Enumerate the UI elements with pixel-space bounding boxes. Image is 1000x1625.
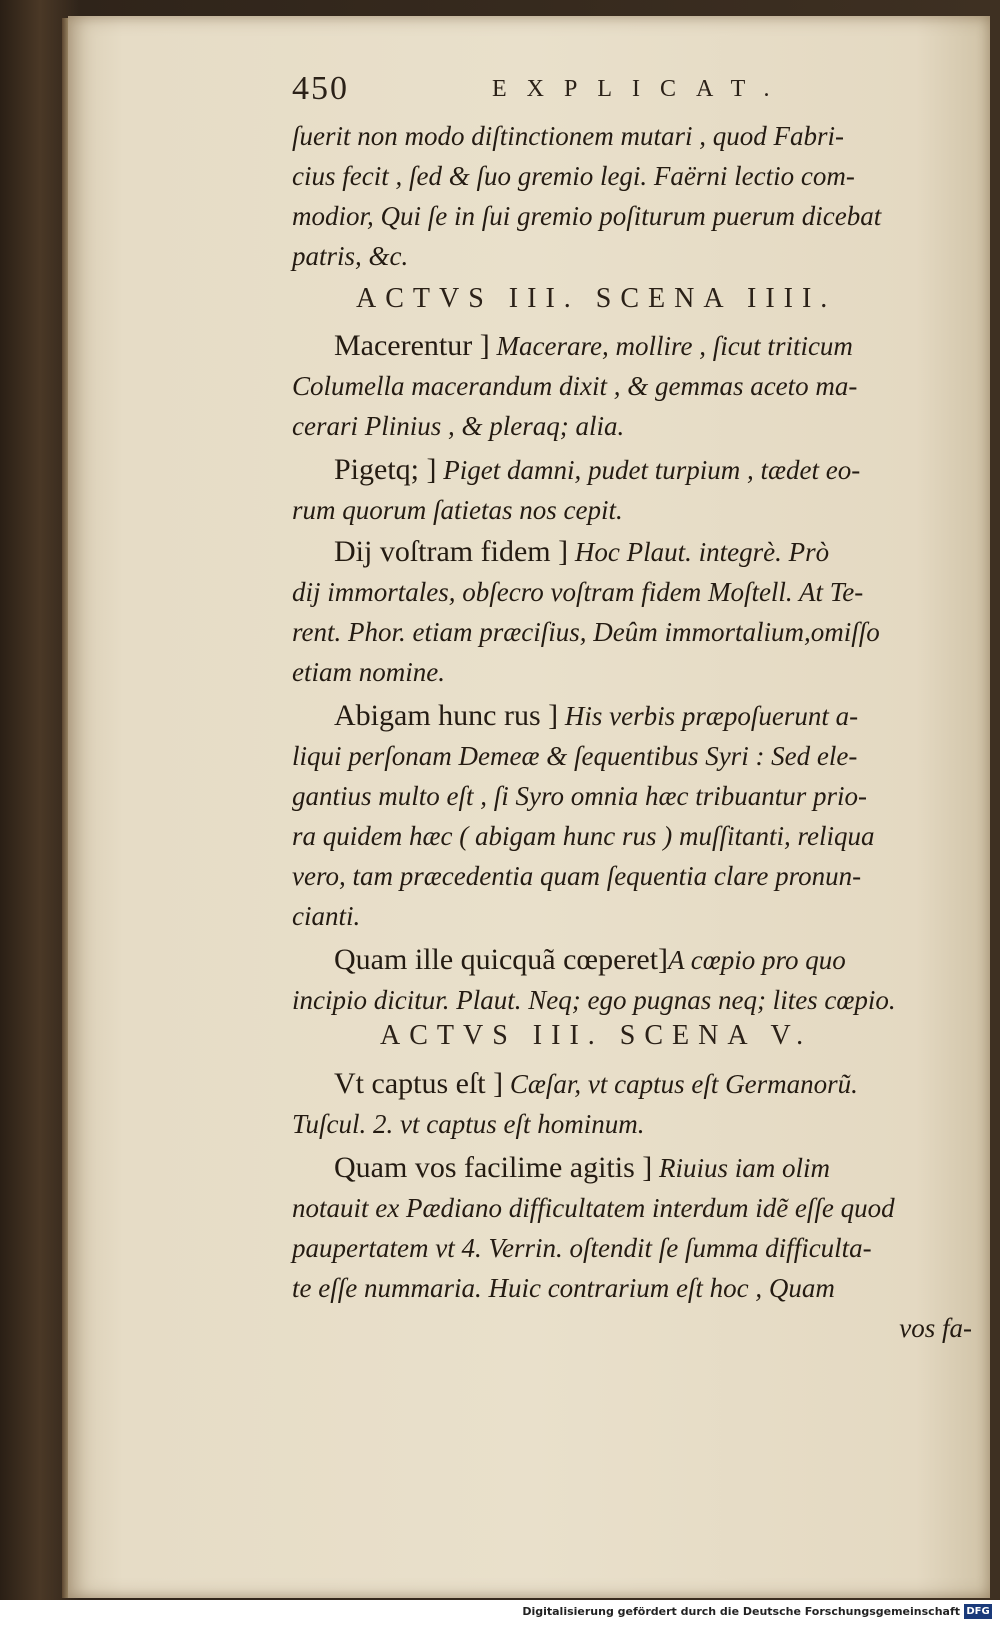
lemma: Macerentur ] [334, 329, 490, 362]
text-line: notauit ex Pædiano difficultatem interdum idẽ eſſe quod [292, 1193, 895, 1223]
gloss: Cæſar, vt captus eſt Germanorũ. [503, 1069, 858, 1099]
lemma: Vt captus eſt ] [334, 1067, 504, 1100]
text-line: gantius multo eſt , ſi Syro omnia hæc tribuantur prio- [292, 781, 868, 811]
text-line: vero, tam præcedentia quam ſequentia clare pronun- [292, 861, 862, 891]
page-number: 450 [292, 70, 349, 107]
gloss: Macerare, mollire , ſicut triticum [489, 331, 853, 361]
entry-line [292, 450, 1000, 490]
text-line: incipio dicitur. Plaut. Neq; ego pugnas neq; lites cœpio. [292, 985, 896, 1015]
text-line: cius fecit , ſed & ſuo gremio legi. Faërni lectio com- [292, 161, 855, 191]
lemma: Abigam hunc rus ] [334, 699, 559, 732]
entry-line [292, 532, 1000, 572]
text-line: dij immortales, obſecro voſtram fidem Moſtell. At Te- [292, 577, 864, 607]
text-line: ra quidem hæc ( abigam hunc rus ) muſſitanti, reliqua [292, 821, 875, 851]
text-line: liqui perſonam Demeæ & ſequentibus Syri : Sed ele- [292, 741, 858, 771]
text-line: Tuſcul. 2. vt captus eſt hominum. [292, 1109, 645, 1139]
section-heading: ACTVS III. SCENA IIII. [356, 283, 837, 314]
gloss: Piget damni, pudet turpium , tædet eo- [436, 455, 861, 485]
section-heading: ACTVS III. SCENA V. [380, 1020, 813, 1051]
text-line: Columella macerandum dixit , & gemmas aceto ma- [292, 371, 858, 401]
gloss: Hoc Plaut. integrè. Prò [568, 537, 830, 567]
text-line: paupertatem vt 4. Verrin. oſtendit ſe ſumma difficulta- [292, 1233, 872, 1263]
text-line: rum quorum ſatietas nos cepit. [292, 495, 623, 525]
footer-credit: Digitalisierung gefördert durch die Deutsche Forschungsgemeinschaft [522, 1605, 960, 1618]
running-head [292, 70, 892, 114]
text-line: cerari Plinius , & pleraq; alia. [292, 411, 625, 441]
entry-line [292, 1148, 1000, 1188]
digitization-footer [0, 1600, 1000, 1625]
gloss: Riuius iam olim [652, 1153, 831, 1183]
text-line: cianti. [292, 901, 361, 931]
lemma: Quam ille quicquã cœperet] [334, 943, 669, 976]
lemma: Dij voſtram fidem ] [334, 535, 569, 568]
running-title: EXPLICAT. [492, 76, 790, 102]
entry-line [292, 1064, 1000, 1104]
dfg-logo: DFG [964, 1604, 992, 1619]
gloss: His verbis præpoſuerunt a- [558, 701, 859, 731]
gloss: A cœpio pro quo [668, 945, 846, 975]
text-line: rent. Phor. etiam præciſius, Deûm immortalium,omiſſo [292, 617, 880, 647]
lemma: Quam vos facilime agitis ] [334, 1151, 653, 1184]
text-line: etiam nomine. [292, 657, 445, 687]
text-line: te eſſe nummaria. Huic contrarium eſt hoc , Quam [292, 1273, 835, 1303]
text-line: patris, &c. [292, 241, 409, 271]
catchword: vos fa- [899, 1313, 972, 1343]
lemma: Pigetq; ] [334, 453, 437, 486]
text-line: modior, Qui ſe in ſui gremio poſiturum puerum dicebat [292, 201, 882, 231]
entry-line [292, 696, 1000, 736]
text-line: ſuerit non modo diſtinctionem mutari , quod Fabri- [292, 121, 844, 151]
entry-line [292, 940, 1000, 980]
entry-line [292, 326, 1000, 366]
